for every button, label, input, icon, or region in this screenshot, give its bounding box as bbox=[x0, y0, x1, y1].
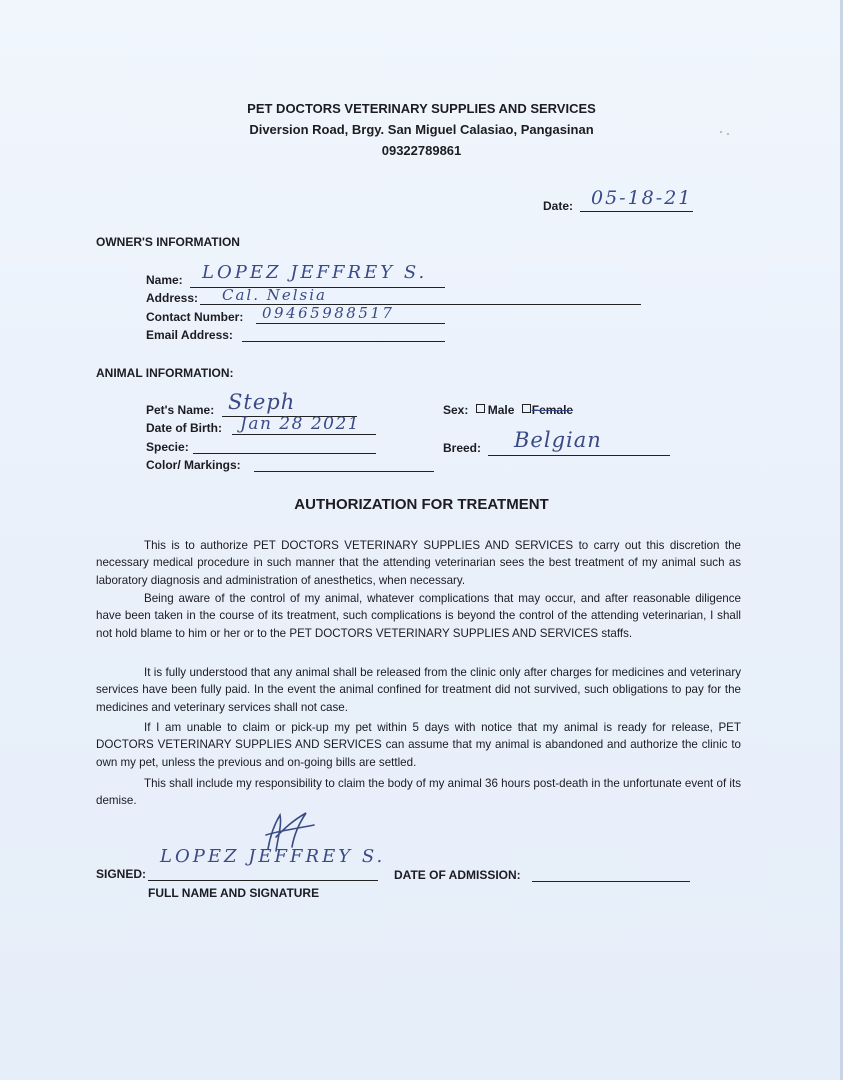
date-line bbox=[580, 211, 693, 212]
pet-name-label: Pet's Name: bbox=[146, 403, 215, 417]
breed-value: Belgian bbox=[514, 428, 602, 452]
signed-label: SIGNED: bbox=[96, 867, 147, 881]
dob-line bbox=[232, 434, 376, 435]
male-checkbox[interactable] bbox=[476, 404, 485, 413]
color-line bbox=[254, 471, 434, 472]
authorization-paragraph-2: Being aware of the control of my animal, whatever complications that may occur, and after reasonable diligence have been taken in the course of its treatment, such complications is beyond the control of the attending veterinarian, I shall not hold blame to him or her or to the PET DOCTORS VETERINARY SUPPLIES AND SERVICES staffs. bbox=[96, 592, 741, 640]
owner-name-value: LOPEZ JEFFREY S. bbox=[202, 262, 428, 283]
owner-email-label: Email Address: bbox=[146, 328, 233, 342]
female-checkbox[interactable] bbox=[522, 404, 531, 413]
dob-label: Date of Birth: bbox=[146, 421, 222, 435]
authorization-paragraph-5: This shall include my responsibility to claim the body of my animal 36 hours post-death in the unfortunate event of its demise. bbox=[96, 777, 741, 808]
breed-line bbox=[488, 455, 670, 456]
signature-caption: FULL NAME AND SIGNATURE bbox=[148, 886, 320, 900]
pet-name-value: Steph bbox=[228, 390, 296, 414]
signed-value: LOPEZ JEFFREY S. bbox=[160, 846, 386, 867]
owner-section-title: OWNER'S INFORMATION bbox=[96, 235, 240, 249]
color-label: Color/ Markings: bbox=[146, 458, 241, 472]
sex-label: Sex: bbox=[443, 403, 469, 417]
date-label: Date: bbox=[543, 199, 574, 213]
breed-label: Breed: bbox=[443, 441, 482, 455]
authorization-paragraph-3: It is fully understood that any animal shall be released from the clinic only after charges for medicines and veterinary services have been fully paid. In the event the animal confined for treatment did not survived, such obligations to pay for the medicines and veterinary services shall not case. bbox=[96, 666, 741, 714]
sex-field bbox=[443, 403, 573, 417]
date-value: 05-18-21 bbox=[591, 187, 693, 209]
specie-line bbox=[193, 453, 376, 454]
signed-line bbox=[148, 880, 378, 881]
specie-label: Specie: bbox=[146, 440, 189, 454]
authorization-paragraph-4: If I am unable to claim or pick-up my pet within 5 days with notice that my animal is ready for release, PET DOCTORS VETERINARY SUPPLIES AND SERVICES can assume that my animal is abandoned and authorize the clinic to own my pet, unless the previous and on-going bills are settled. bbox=[96, 721, 741, 769]
authorization-paragraph-1: This is to authorize PET DOCTORS VETERINARY SUPPLIES AND SERVICES to carry out this discretion the necessary medical procedure in such manner that the attending veterinarian sees the best treatment of my animal such as laboratory diagnosis and administration of anesthetics, when necessary. bbox=[96, 539, 741, 587]
animal-section-title: ANIMAL INFORMATION: bbox=[96, 366, 234, 380]
owner-contact-label: Contact Number: bbox=[146, 310, 244, 324]
owner-address-label: Address: bbox=[146, 291, 199, 305]
male-label: Male bbox=[487, 403, 515, 417]
dob-value: Jan 28 2021 bbox=[240, 414, 361, 434]
admission-label: DATE OF ADMISSION: bbox=[394, 868, 521, 882]
clinic-name: PET DOCTORS VETERINARY SUPPLIES AND SERVICES bbox=[247, 101, 596, 116]
owner-email-line bbox=[242, 341, 445, 342]
owner-contact-line bbox=[256, 323, 445, 324]
owner-address-value: Cal. Nelsia bbox=[222, 286, 327, 304]
authorization-title: AUTHORIZATION FOR TREATMENT bbox=[294, 496, 549, 513]
clinic-phone: 09322789861 bbox=[381, 143, 462, 158]
admission-line bbox=[532, 881, 690, 882]
owner-contact-value: 09465988517 bbox=[262, 304, 395, 322]
female-label: Female bbox=[531, 403, 574, 417]
clinic-address: Diversion Road, Brgy. San Miguel Calasiao, Pangasinan bbox=[249, 122, 594, 137]
owner-name-label: Name: bbox=[146, 273, 183, 287]
